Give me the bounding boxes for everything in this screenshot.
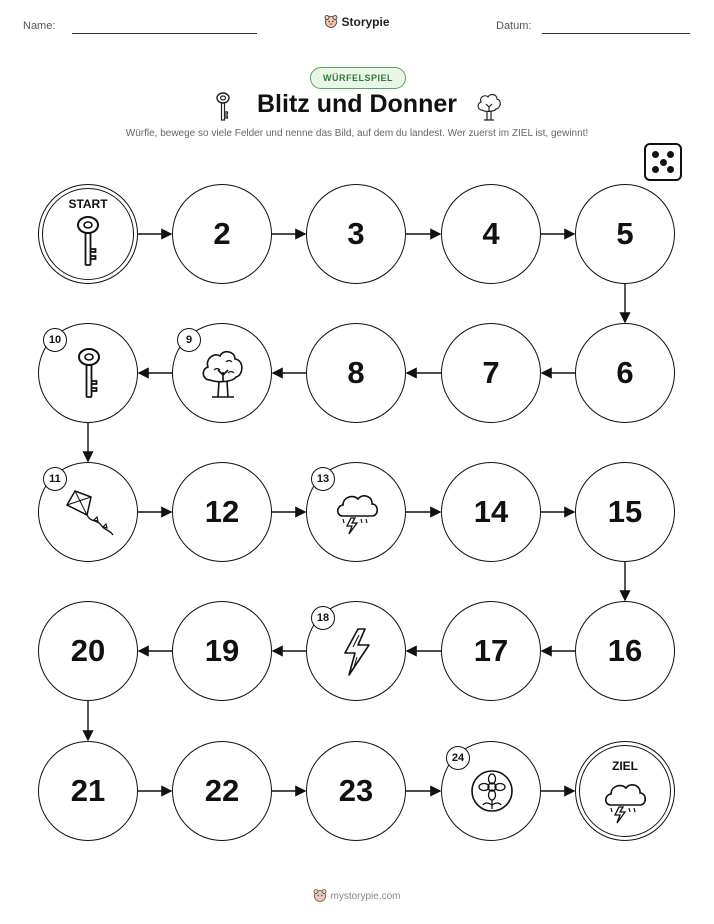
footer — [0, 888, 714, 905]
field-number-tag: 10 — [43, 328, 67, 352]
field-9[interactable] — [172, 323, 272, 423]
field-number-tag: 13 — [311, 467, 335, 491]
field-number: 22 — [204, 773, 240, 808]
field-number: 15 — [607, 494, 643, 529]
field-number: 6 — [616, 355, 634, 390]
game-type-badge: WÜRFELSPIEL — [310, 67, 406, 89]
field-8[interactable] — [306, 323, 406, 423]
field-number-tag: 18 — [311, 606, 335, 630]
field-20[interactable] — [38, 601, 138, 701]
flower-icon — [467, 767, 517, 822]
field-number: 8 — [347, 355, 365, 390]
footer-url: mystorypie.com — [330, 891, 401, 902]
field-24[interactable] — [441, 741, 541, 841]
field-16[interactable] — [575, 601, 675, 701]
field-12[interactable] — [172, 462, 272, 562]
field-number: 3 — [347, 216, 365, 251]
lightning-bolt-icon — [341, 627, 373, 682]
field-number: 4 — [482, 216, 500, 251]
field-number: 12 — [204, 494, 240, 529]
field-6[interactable] — [575, 323, 675, 423]
start-field[interactable] — [38, 184, 138, 284]
field-7[interactable] — [441, 323, 541, 423]
field-2[interactable] — [172, 184, 272, 284]
field-13[interactable] — [306, 462, 406, 562]
field-18[interactable] — [306, 601, 406, 701]
goal-field[interactable] — [575, 741, 675, 841]
field-number: 2 — [213, 216, 231, 251]
field-number: 17 — [473, 633, 509, 668]
start-label: START — [68, 197, 108, 211]
field-number-tag: 24 — [446, 746, 470, 770]
field-number: 21 — [70, 773, 106, 808]
tree-icon — [200, 348, 246, 405]
field-number: 23 — [338, 773, 374, 808]
field-number: 20 — [70, 633, 106, 668]
kite-icon — [61, 485, 117, 546]
name-label: Name: — [23, 20, 56, 32]
storypie-logo-icon — [313, 888, 327, 905]
field-23[interactable] — [306, 741, 406, 841]
brand-name: Storypie — [341, 15, 390, 29]
field-10[interactable] — [38, 323, 138, 423]
field-number: 19 — [204, 633, 240, 668]
field-3[interactable] — [306, 184, 406, 284]
field-21[interactable] — [38, 741, 138, 841]
field-number: 5 — [616, 216, 634, 251]
field-number: 7 — [482, 355, 500, 390]
field-number: 14 — [473, 494, 509, 529]
field-19[interactable] — [172, 601, 272, 701]
key-icon — [74, 216, 102, 273]
instructions: Würfle, bewege so viele Felder und nenne das Bild, auf dem du landest. Wer zuerst im ZIEL ist, gewinnt! — [125, 128, 589, 139]
page-title: Blitz und Donner — [257, 90, 457, 118]
date-label: Datum: — [496, 20, 532, 32]
field-22[interactable] — [172, 741, 272, 841]
field-11[interactable] — [38, 462, 138, 562]
storm-cloud-icon — [333, 490, 381, 541]
field-14[interactable] — [441, 462, 541, 562]
storm-cloud-icon — [601, 779, 649, 830]
key-icon — [75, 348, 103, 405]
goal-label: ZIEL — [612, 759, 638, 773]
field-number-tag: 9 — [177, 328, 201, 352]
field-15[interactable] — [575, 462, 675, 562]
field-number: 16 — [607, 633, 643, 668]
field-number-tag: 11 — [43, 467, 67, 491]
field-17[interactable] — [441, 601, 541, 701]
field-4[interactable] — [441, 184, 541, 284]
field-5[interactable] — [575, 184, 675, 284]
